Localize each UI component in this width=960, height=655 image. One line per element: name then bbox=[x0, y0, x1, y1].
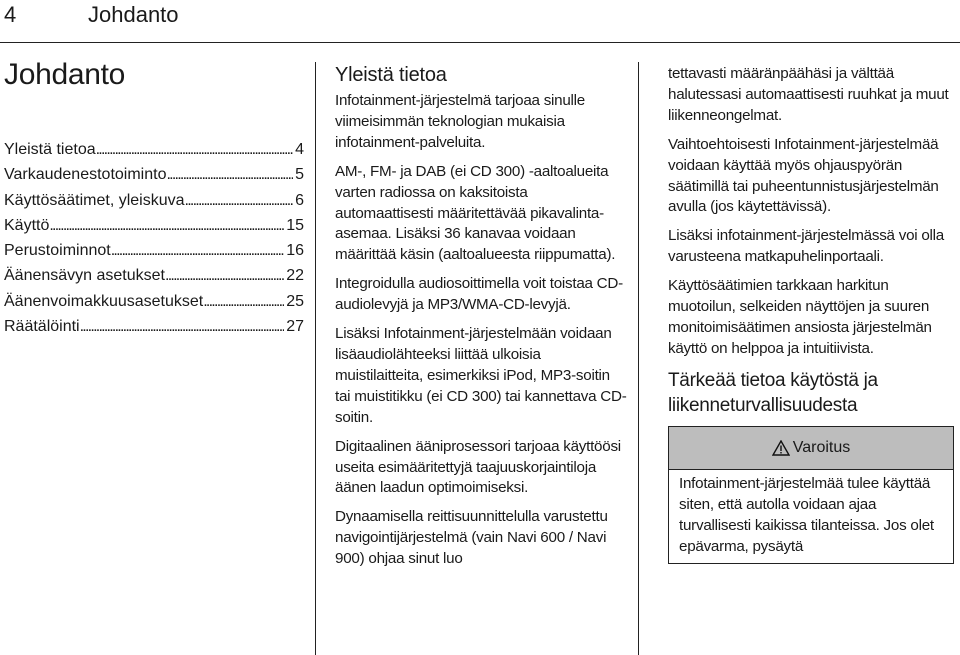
chapter-title: Johdanto bbox=[4, 58, 126, 91]
toc-entry-page: 25 bbox=[286, 292, 304, 310]
toc-entry[interactable] bbox=[4, 137, 304, 162]
toc-leader-dots bbox=[165, 263, 284, 288]
toc-entry-page: 15 bbox=[286, 216, 304, 234]
body-paragraph: tettavasti määränpäähäsi ja välttää halutessasi automaattisesti ruuhkat ja muut liikenneongelmat. bbox=[668, 65, 949, 124]
running-section-title: Johdanto bbox=[88, 2, 179, 27]
body-paragraph: Integroidulla audiosoittimella voit toistaa CD-audiolevyjä ja MP3/WMA-CD-levyjä. bbox=[335, 275, 623, 314]
warning-text: Infotainment-järjestelmää tulee käyttää siten, että autolla voidaan ajaa turvallisesti kaikissa tilanteissa. Jos olet epävarma, pysäytä bbox=[679, 474, 934, 555]
header-divider bbox=[0, 42, 960, 43]
toc-entry-label: Varkaudenestotoiminto bbox=[4, 166, 167, 184]
toc-column bbox=[4, 58, 304, 339]
section-heading: Yleistä tietoa bbox=[335, 64, 447, 86]
toc-entry-label: Äänenvoimakkuusasetukset bbox=[4, 292, 204, 310]
toc-entry-page: 4 bbox=[295, 141, 304, 158]
column-divider-2 bbox=[638, 62, 639, 655]
body-paragraph: Infotainment-järjestelmä tarjoaa sinulle viimeisimmän teknologian mukaisia infotainment-palveluita. bbox=[335, 92, 586, 151]
toc-leader-dots bbox=[185, 188, 294, 213]
toc-leader-dots bbox=[166, 162, 293, 187]
page-number: 4 bbox=[4, 2, 17, 27]
toc-entry-label: Perustoiminnot bbox=[4, 242, 111, 260]
body-paragraph: Vaihtoehtoisesti Infotainment-järjestelmää voidaan käyttää myös ohjauspyörän säätimillä tai puheentunnistusjärjestelmän avulla (jos käytettävissä). bbox=[668, 135, 939, 216]
toc-entry[interactable] bbox=[4, 263, 304, 288]
warning-title: Varoitus bbox=[792, 438, 851, 456]
column-divider-1 bbox=[315, 62, 316, 655]
body-paragraph: Lisäksi Infotainment-järjestelmään voidaan lisäaudiolähteeksi liittää ulkoisia muistilaitteita, esimerkiksi iPod, MP3-soitin tai muistitikku (ei CD 300) tai kannettava CD-soitin. bbox=[335, 325, 627, 426]
toc-entry-label: Räätälöinti bbox=[4, 318, 80, 336]
toc-entry-page: 16 bbox=[286, 242, 304, 260]
body-paragraph: Dynaamisella reittisuunnittelulla varustettu navigointijärjestelmä (vain Navi 600 / Navi 900) ohjaa sinut luo bbox=[335, 508, 608, 568]
toc-entry-label: Käyttö bbox=[4, 216, 50, 234]
warning-box bbox=[668, 426, 954, 565]
body-paragraph: Lisäksi infotainment-järjestelmässä voi olla varusteena matkapuhelinportaali. bbox=[668, 227, 944, 266]
toc-leader-dots bbox=[49, 213, 284, 238]
toc-entry[interactable] bbox=[4, 289, 304, 314]
warning-triangle-icon bbox=[772, 440, 790, 456]
toc-entry-page: 27 bbox=[286, 318, 304, 336]
table-of-contents bbox=[4, 137, 304, 339]
toc-entry[interactable] bbox=[4, 188, 304, 213]
body-column-3 bbox=[668, 64, 954, 564]
toc-leader-dots bbox=[111, 238, 284, 263]
toc-leader-dots bbox=[203, 289, 284, 314]
body-column-2 bbox=[335, 64, 627, 578]
page-header bbox=[0, 0, 960, 44]
toc-leader-dots bbox=[80, 314, 285, 339]
toc-entry-page: 22 bbox=[286, 267, 304, 285]
toc-entry[interactable] bbox=[4, 213, 304, 238]
toc-entry[interactable] bbox=[4, 314, 304, 339]
toc-entry[interactable] bbox=[4, 238, 304, 263]
toc-entry[interactable] bbox=[4, 162, 304, 187]
toc-entry-page: 5 bbox=[295, 166, 304, 184]
toc-entry-label: Yleistä tietoa bbox=[4, 141, 96, 158]
body-paragraph: Käyttösäätimien tarkkaan harkitun muotoilun, selkeiden näyttöjen ja suuren monitoimisäätimen ansiosta järjestelmän käyttö on helppoa ja intuitiivista. bbox=[668, 277, 932, 357]
toc-entry-label: Käyttösäätimet, yleiskuva bbox=[4, 191, 185, 209]
toc-entry-label: Äänensävyn asetukset bbox=[4, 267, 165, 285]
toc-leader-dots bbox=[96, 137, 293, 162]
body-paragraph: AM-, FM- ja DAB (ei CD 300) -aaltoalueita varten radiossa on kaksitoista automaattisesti määritettävää pikavalinta-asemaa. Lisäksi 36 kanavaa voidaan määrittää käsin (aaltoalueesta riippumatta). bbox=[335, 162, 616, 264]
warning-header bbox=[669, 427, 953, 470]
body-paragraph: Digitaalinen ääniprosessori tarjoaa käyttöösi useita esimääritettyjä taajuuskorjaintiloja äänen laadun optimoimiseksi. bbox=[335, 437, 621, 497]
section-heading: Tärkeää tietoa käytöstä ja liikenneturvallisuudesta bbox=[668, 369, 878, 416]
toc-entry-page: 6 bbox=[295, 191, 304, 209]
